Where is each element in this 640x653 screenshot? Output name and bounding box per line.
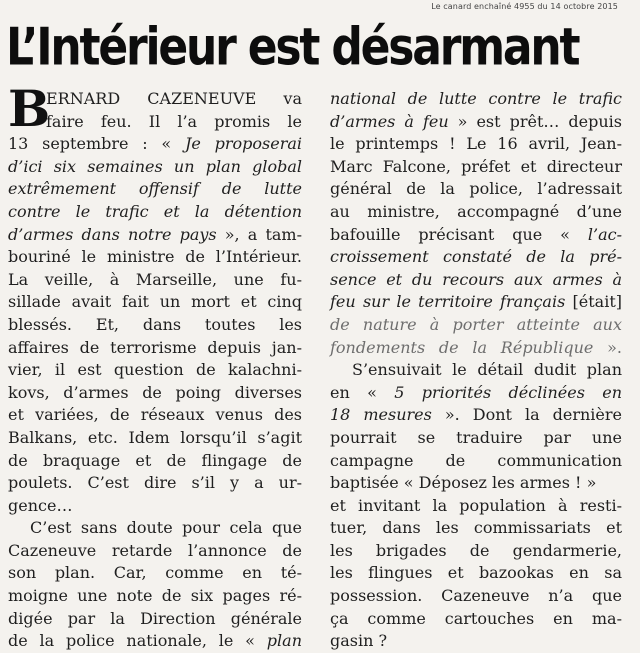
text-line: blessés. Et, dans toutes les bbox=[8, 314, 302, 334]
drop-cap: B bbox=[8, 79, 51, 138]
text-line: digée par la Direction générale bbox=[8, 608, 302, 628]
column-left-lines bbox=[8, 79, 303, 653]
column-right-lines bbox=[330, 88, 622, 653]
text-line: bouriné le ministre de l’Intérieur. bbox=[8, 247, 302, 267]
text-line: Balkans, etc. Idem lorsqu’il s’agit bbox=[8, 427, 302, 447]
text-line: d’armes à feu » est prêt… depuis bbox=[330, 111, 622, 131]
text-line: fondements de la République ». bbox=[330, 337, 622, 357]
text-line: possession. Cazeneuve n’a que bbox=[330, 586, 622, 606]
text-line: affaires de terrorisme depuis jan- bbox=[8, 337, 302, 357]
text-line: vier, il est question de kalachni- bbox=[8, 360, 302, 380]
text-line: campagne de communication bbox=[330, 450, 622, 470]
text-line: poulets. C’est dire s’il y a ur- bbox=[8, 473, 302, 493]
text-line: gence… bbox=[8, 495, 73, 515]
text-line: pourrait se traduire par une bbox=[330, 427, 622, 447]
text-line: de braquage et de flingage de bbox=[8, 450, 302, 470]
text-line: moigne une note de six pages ré- bbox=[8, 586, 302, 606]
text-line: bafouille précisant que « l’ac- bbox=[330, 224, 622, 244]
text-line: 13 septembre : « Je proposerai bbox=[8, 134, 303, 154]
text-line: en « 5 priorités déclinées en bbox=[330, 382, 622, 402]
text-line: contre le trafic et la détention bbox=[8, 201, 302, 221]
text-line: 18 mesures ». Dont la dernière bbox=[330, 405, 622, 425]
text-line: La veille, à Marseille, une fu- bbox=[8, 269, 302, 289]
text-line: de nature à porter atteinte aux bbox=[330, 314, 622, 334]
text-line: au ministre, accompagné d’une bbox=[330, 201, 622, 221]
text-line: faire feu. Il l’a promis le bbox=[46, 111, 302, 131]
text-line: et variées, de réseaux venus des bbox=[8, 405, 302, 425]
text-line: de la police nationale, le « plan bbox=[8, 631, 302, 651]
article-column-left bbox=[8, 79, 303, 653]
text-line: extrêmement offensif de lutte bbox=[8, 179, 302, 199]
text-line: croissement constaté de la pré- bbox=[330, 247, 622, 267]
text-line: national de lutte contre le trafic bbox=[330, 89, 622, 108]
text-line: feu sur le territoire français [était] bbox=[330, 292, 622, 312]
text-line: d’armes dans notre pays », a tam- bbox=[8, 224, 303, 244]
text-line: sillade avait fait un mort et cinq bbox=[8, 292, 302, 312]
text-line: d’ici six semaines un plan global bbox=[8, 156, 302, 176]
text-line: S’ensuivait le détail dudit plan bbox=[352, 360, 622, 380]
text-line: les flingues et bazookas en sa bbox=[330, 563, 622, 583]
text-line: baptisée « Déposez les armes ! » bbox=[330, 473, 597, 493]
text-line: les brigades de gendarmerie, bbox=[330, 540, 622, 560]
text-line: le printemps ! Le 16 avril, Jean- bbox=[330, 134, 622, 154]
headline: L’Intérieur est désarmant bbox=[6, 17, 579, 78]
text-line: général de la police, l’adressait bbox=[330, 179, 622, 199]
text-line: kovs, d’armes de poing diverses bbox=[8, 382, 302, 402]
text-line: Cazeneuve retarde l’annonce de bbox=[8, 540, 302, 560]
text-line: son plan. Car, comme en té- bbox=[8, 563, 302, 583]
text-line: C’est sans doute pour cela que bbox=[30, 518, 302, 538]
text-line: et invitant la population à resti- bbox=[330, 495, 622, 515]
text-line: gasin ? bbox=[330, 631, 388, 651]
text-line: sence et du recours aux armes à bbox=[330, 269, 622, 289]
text-line: tuer, dans les commissariats et bbox=[330, 518, 622, 538]
article-column-right bbox=[330, 88, 622, 653]
text-line: ERNARD CAZENEUVE va bbox=[46, 89, 302, 108]
text-line: ça comme cartouches en ma- bbox=[330, 608, 622, 628]
text-line: Marc Falcone, préfet et directeur bbox=[330, 156, 622, 176]
source-line: Le canard enchaîné 4955 du 14 octobre 2015 bbox=[431, 2, 618, 11]
